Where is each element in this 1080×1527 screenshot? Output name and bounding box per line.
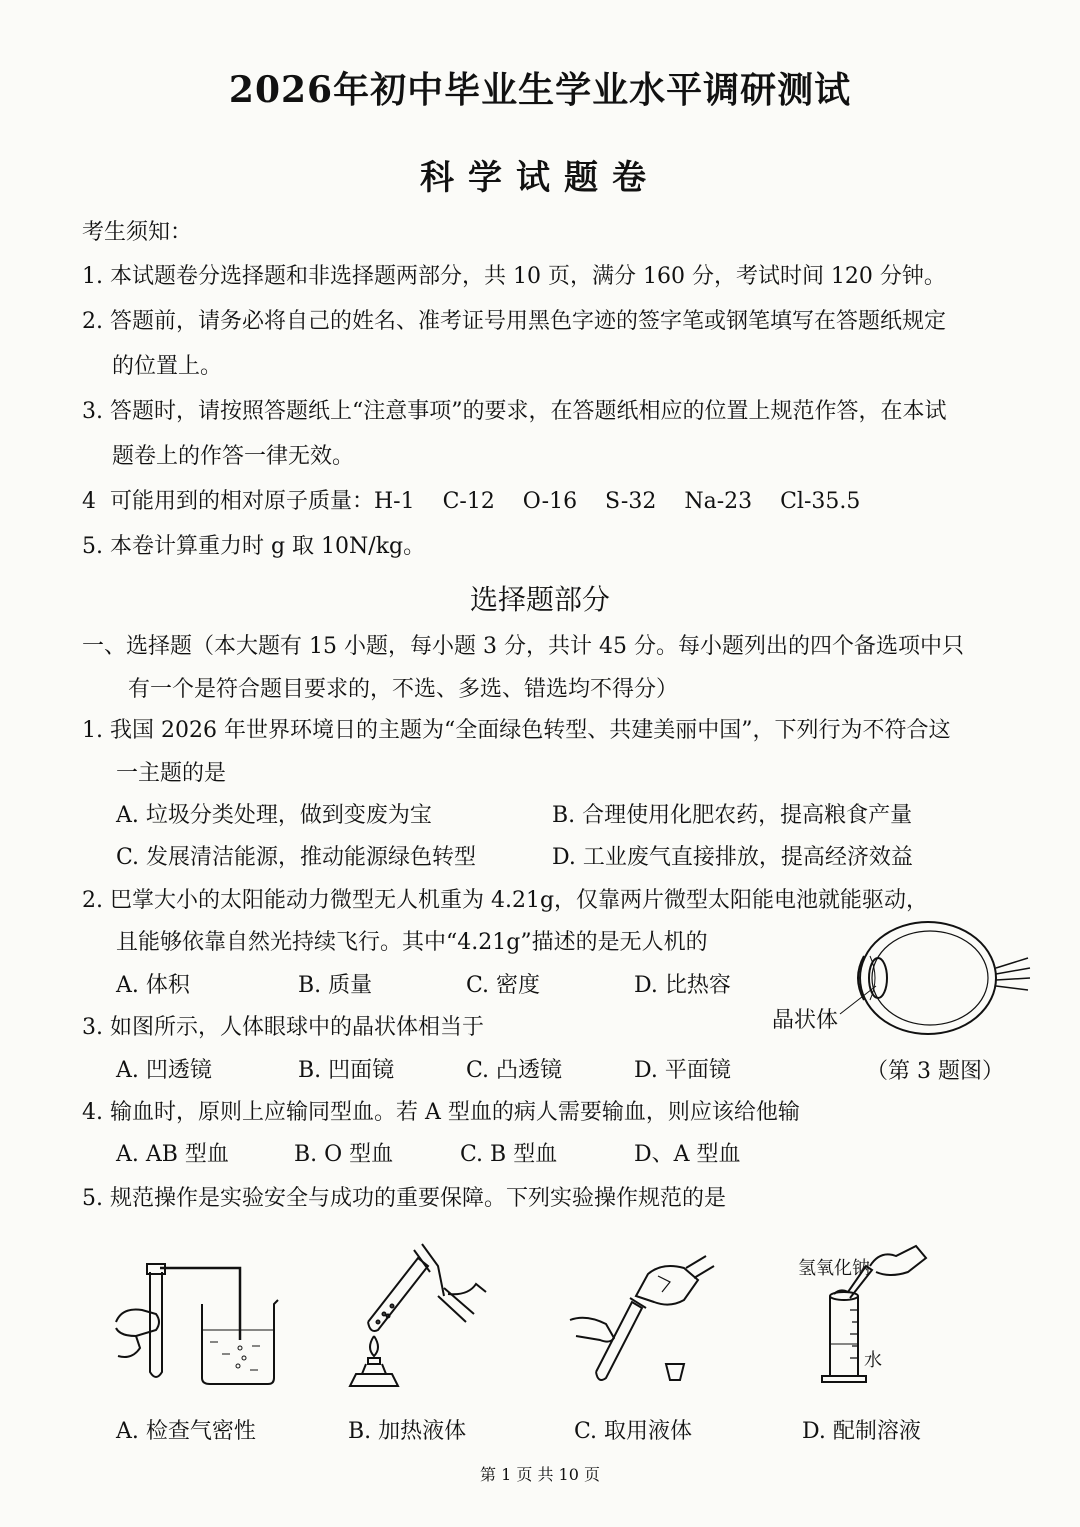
question-4-option-c: C. B 型血 (460, 1142, 558, 1167)
airtightness-check-figure (112, 1252, 282, 1392)
question-1-stem: 1. 我国 2026 年世界环境日的主题为“全面绿色转型、共建美丽中国”，下列行为不符合这 (82, 718, 951, 743)
question-1-option-a: A. 垃圾分类处理，做到变废为宝 (116, 803, 432, 828)
naoh-label: 氢氧化钠 (798, 1258, 870, 1279)
page-subtitle: 科学试题卷 (420, 158, 660, 198)
notice-heading: 考生须知： (82, 220, 193, 245)
question-5-stem: 5. 规范操作是实验安全与成功的重要保障。下列实验操作规范的是 (82, 1186, 726, 1211)
question-2-stem: 且能够依靠自然光持续飞行。其中“4.21g”描述的是无人机的 (116, 930, 708, 955)
question-3-option-c: C. 凸透镜 (466, 1058, 563, 1083)
question-3-option-b: B. 凹面镜 (298, 1058, 395, 1083)
notice-item: 的位置上。 (112, 354, 223, 379)
question-3-option-d: D. 平面镜 (634, 1058, 731, 1083)
question-4-option-a: A. AB 型血 (116, 1142, 229, 1167)
question-5-option-d: D. 配制溶液 (802, 1419, 921, 1444)
question-5-option-c: C. 取用液体 (574, 1419, 693, 1444)
question-1-stem: 一主题的是 (116, 761, 227, 786)
question-2-option-d: D. 比热容 (634, 973, 731, 998)
section-intro: 一、选择题（本大题有 15 小题，每小题 3 分，共计 45 分。每小题列出的四个备选项中只 (82, 634, 964, 659)
question-2-option-b: B. 质量 (298, 973, 373, 998)
eyeball-figure (850, 916, 1030, 1046)
page-title: 2026年初中毕业生学业水平调研测试 (228, 69, 852, 111)
question-1-option-c: C. 发展清洁能源，推动能源绿色转型 (116, 845, 477, 870)
question-5-option-a: A. 检查气密性 (116, 1419, 256, 1444)
question-1-option-d: D. 工业废气直接排放，提高经济效益 (552, 845, 913, 870)
notice-item: 3. 答题时，请按照答题纸上“注意事项”的要求，在答题纸相应的位置上规范作答，在本试 (82, 399, 947, 424)
question-2-option-a: A. 体积 (116, 973, 190, 998)
question-3-stem: 3. 如图所示，人体眼球中的晶状体相当于 (82, 1015, 484, 1040)
page-number: 第 1 页 共 10 页 (480, 1465, 600, 1484)
notice-item: 2. 答题前，请务必将自己的姓名、准考证号用黑色字迹的签字笔或钢笔填写在答题纸规定 (82, 309, 946, 334)
notice-item: 1. 本试题卷分选择题和非选择题两部分，共 10 页，满分 160 分，考试时间 120 分钟。 (82, 264, 946, 289)
figure-3-caption: （第 3 题图） (866, 1059, 1004, 1084)
heating-liquid-figure (348, 1236, 498, 1396)
question-4-option-b: B. O 型血 (294, 1142, 394, 1167)
notice-item: 4 可能用到的相对原子质量：H-1 C-12 O-16 S-32 Na-23 Cl-35.5 (82, 489, 861, 514)
water-label: 水 (864, 1350, 882, 1371)
section-intro: 有一个是符合题目要求的，不选、多选、错选均不得分） (128, 677, 679, 702)
question-4-stem: 4. 输血时，原则上应输同型血。若 A 型血的病人需要输血，则应该给他输 (82, 1100, 800, 1125)
notice-item: 题卷上的作答一律无效。 (112, 444, 355, 469)
notice-item: 5. 本卷计算重力时 g 取 10N/kg。 (82, 534, 426, 559)
section-title: 选择题部分 (469, 583, 610, 616)
question-3-option-a: A. 凹透镜 (116, 1058, 212, 1083)
question-2-option-c: C. 密度 (466, 973, 541, 998)
question-5-option-b: B. 加热液体 (348, 1419, 467, 1444)
eye-lens-label: 晶状体 (772, 1008, 839, 1033)
question-1-option-b: B. 合理使用化肥农药，提高粮食产量 (552, 803, 913, 828)
question-2-stem: 2. 巴掌大小的太阳能动力微型无人机重为 4.21g，仅靠两片微型太阳能电池就能驱动， (82, 888, 929, 913)
question-4-option-d: D、A 型血 (634, 1142, 741, 1167)
taking-liquid-figure (566, 1252, 716, 1392)
